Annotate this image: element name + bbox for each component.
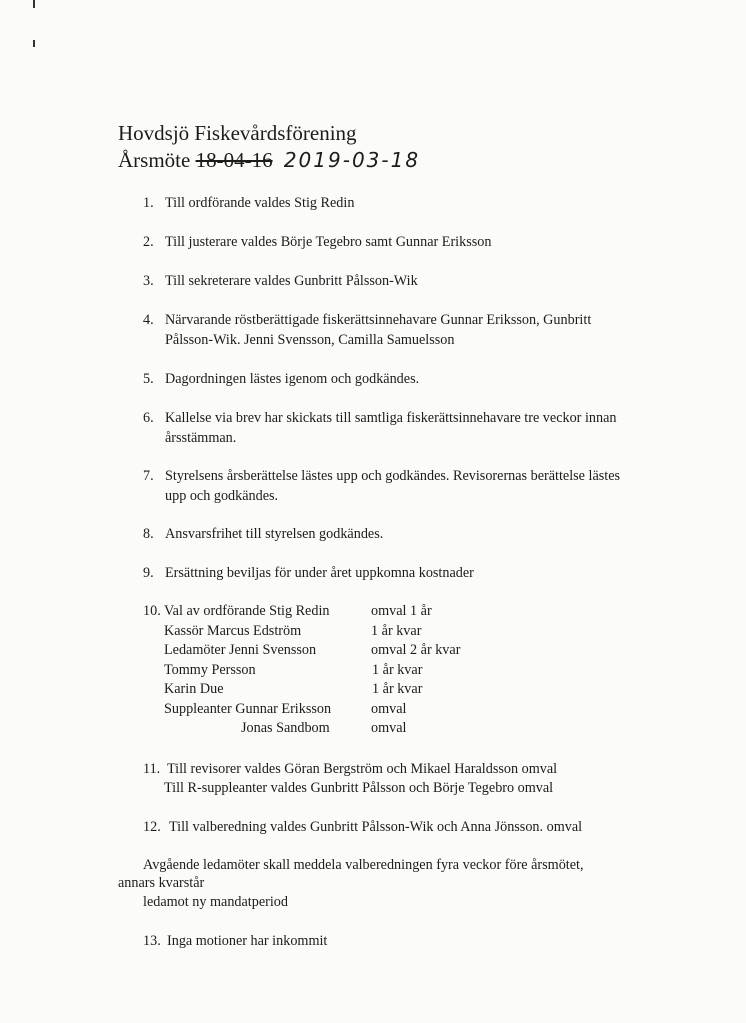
subtitle-label: Årsmöte [118,148,191,172]
item-number: 11. [143,761,161,777]
role-name: Karin Due [164,681,224,697]
note-text: annars kvarstår [118,875,205,891]
scan-mark [33,0,35,8]
item-text: Till valberedning valdes Gunbritt Pålsson-Wik och Anna Jönsson. omval [169,819,583,835]
item-text: upp och godkändes. [165,488,279,504]
item-text: Dagordningen lästes igenom och godkändes. [165,371,420,387]
term: omval [371,720,407,736]
item-text: Till R-suppleanter valdes Gunbritt Pålsson och Börje Tegebro omval [164,780,554,796]
item-number: 1. [143,195,154,211]
item-number: 12. [143,819,161,835]
document-header [118,120,420,174]
item-text: Ersättning beviljas för under året uppkomna kostnader [165,565,474,581]
term: omval [371,701,407,717]
term: omval 1 år [371,603,432,619]
subtitle-line [118,147,420,174]
item-text: Ansvarsfrihet till styrelsen godkändes. [165,526,384,542]
term: omval 2 år kvar [371,642,461,658]
item-number: 10. [143,603,161,619]
item-text: Pålsson-Wik. Jenni Svensson, Camilla Samuelsson [165,332,455,348]
item-text: Till revisorer valdes Göran Bergström och Mikael Haraldsson omval [167,761,558,777]
role-name: Ledamöter Jenni Svensson [164,642,317,658]
item-text: Närvarande röstberättigade fiskerättsinnehavare Gunnar Eriksson, Gunbritt [165,312,592,328]
item-number: 13. [143,933,161,949]
term: 1 år kvar [372,662,423,678]
item-number: 3. [143,273,154,289]
role-name: Suppleanter Gunnar Eriksson [164,701,332,717]
item-number: 2. [143,234,154,250]
note-text: Avgående ledamöter skall meddela valberedningen fyra veckor före årsmötet, [143,857,584,873]
term: 1 år kvar [371,623,422,639]
item-text: Inga motioner har inkommit [167,933,328,949]
item-text: Till sekreterare valdes Gunbritt Pålsson-Wik [165,273,418,289]
item-number: 5. [143,371,154,387]
role-name: Tommy Persson [164,662,256,678]
item-number: 9. [143,565,154,581]
role-name: Kassör Marcus Edström [164,623,302,639]
page-title: Hovdsjö Fiskevårdsförening [118,121,357,145]
item-text: Kallelse via brev har skickats till samtliga fiskerättsinnehavare tre veckor innan [165,410,617,426]
item-text: årsstämman. [165,430,237,446]
item-number: 6. [143,410,154,426]
scan-mark [33,40,35,47]
note-text: ledamot ny mandatperiod [143,894,288,910]
role-name: Jonas Sandbom [241,720,330,736]
item-number: 4. [143,312,154,328]
role-name: Val av ordförande Stig Redin [164,603,330,619]
item-number: 8. [143,526,154,542]
struck-date: 18-04-16 [195,148,273,172]
item-text: Till justerare valdes Börje Tegebro samt Gunnar Eriksson [165,234,492,250]
term: 1 år kvar [372,681,423,697]
item-text: Till ordförande valdes Stig Redin [165,195,355,211]
item-number: 7. [143,468,154,484]
handwritten-date: 2019-03-18 [283,148,421,172]
item-text: Styrelsens årsberättelse lästes upp och godkändes. Revisorernas berättelse lästes [165,468,621,484]
